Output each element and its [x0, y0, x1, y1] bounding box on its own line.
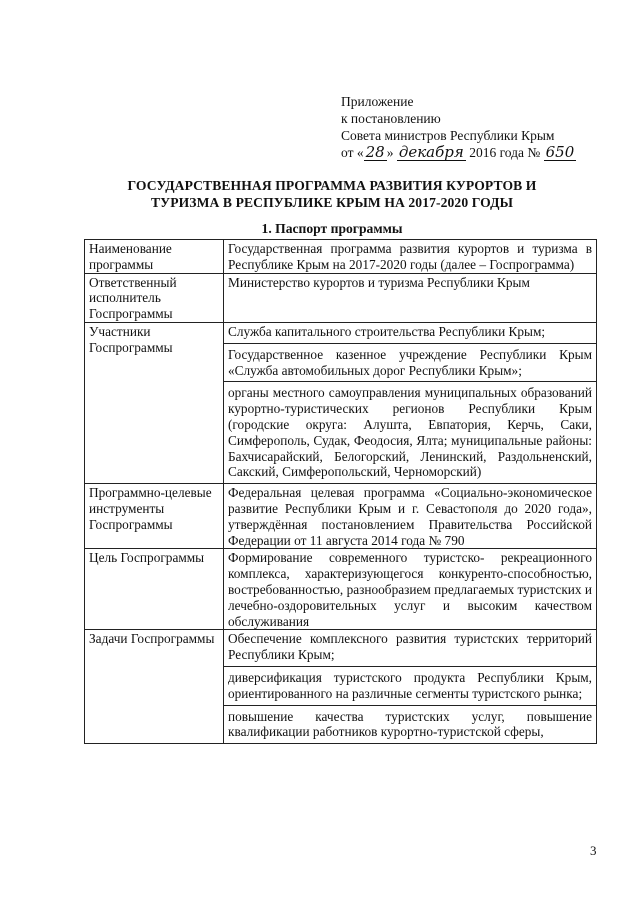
participant-paragraph: органы местного самоуправления муниципальных образований курортно-туристических регионов Республики Крым (городские округа: Алушта, Евпатория, Керчь, Саки, Симферополь, Судак, Феодосия, Ялта; муниципальные районы: Бахчисарайский, Белогорский, Ленинский, Раздольненский, Сакский, Симферопольский, Черноморский) [224, 381, 596, 483]
program-passport-table [84, 239, 597, 744]
row-label-goal: Цель Госпрограммы [85, 549, 224, 630]
appendix-block [341, 93, 611, 161]
document-number: 650 [545, 143, 575, 161]
table-row [85, 484, 597, 549]
date-mid: » [386, 145, 394, 160]
date-year: 2016 года № [469, 145, 541, 160]
participant-paragraph: Служба капитального строительства Республики Крым; [228, 323, 546, 339]
row-label-tasks: Задачи Госпрограммы [85, 630, 224, 744]
date-prefix: от « [341, 145, 364, 160]
row-content-goal: Формирование современного туристско- рекреационного комплекса, характеризующегося конкуренто-способностью, востребованностью, разнообразием предлагаемых туристских и лечебно-оздоровительных услуг и высоким качеством обслуживания [224, 549, 597, 630]
row-label-executor: Ответственный исполнитель Госпрограммы [85, 273, 224, 322]
task-paragraph: повышение качества туристских услуг, повышение квалификации работников курортно-туристской сферы, [224, 705, 596, 744]
row-content-tasks [224, 630, 597, 744]
appendix-line-3: Совета министров Республики Крым [341, 128, 555, 143]
table-row [85, 630, 597, 744]
task-paragraph: Обеспечение комплексного развития туристских территорий Республики Крым; [228, 631, 592, 663]
participant-paragraph: Государственное казенное учреждение Республики Крым «Служба автомобильных дорог Республики Крым»; [224, 343, 596, 382]
table-row [85, 549, 597, 630]
section-title: 1. Паспорт программы [261, 221, 403, 236]
appendix-line-1: Приложение [341, 94, 414, 109]
table-row [85, 240, 597, 274]
table-row [85, 322, 597, 483]
row-content-executor: Министерство курортов и туризма Республики Крым [224, 273, 597, 322]
row-label-participants: Участники Госпрограммы [85, 322, 224, 483]
document-title: ГОСУДАРСТВЕННАЯ ПРОГРАММА РАЗВИТИЯ КУРОРТОВ И ТУРИЗМА В РЕСПУБЛИКЕ КРЫМ НА 2017-2020 ГОДЫ [127, 178, 537, 210]
date-day: 28 [365, 143, 385, 161]
task-paragraph: диверсификация туристского продукта Республики Крым, ориентированного на различные сегменты туристского рынка; [224, 666, 596, 705]
date-month: декабря [398, 143, 464, 161]
row-content-instruments: Федеральная целевая программа «Социально-экономическое развитие Республики Крым и г. Севастополя до 2020 года», утверждённая постановлением Правительства Российской Федерации от 11 августа 2014 года № 790 [224, 484, 597, 549]
row-label-instruments: Программно-целевые инструменты Госпрограммы [85, 484, 224, 549]
page-number: 3 [590, 843, 597, 858]
row-content-name: Государственная программа развития курортов и туризма в Республике Крым на 2017-2020 годы (далее – Госпрограмма) [224, 240, 597, 274]
row-label-name: Наименование программы [85, 240, 224, 274]
appendix-date-line [341, 144, 611, 161]
appendix-line-2: к постановлению [341, 111, 441, 126]
table-row [85, 273, 597, 322]
row-content-participants [224, 322, 597, 483]
